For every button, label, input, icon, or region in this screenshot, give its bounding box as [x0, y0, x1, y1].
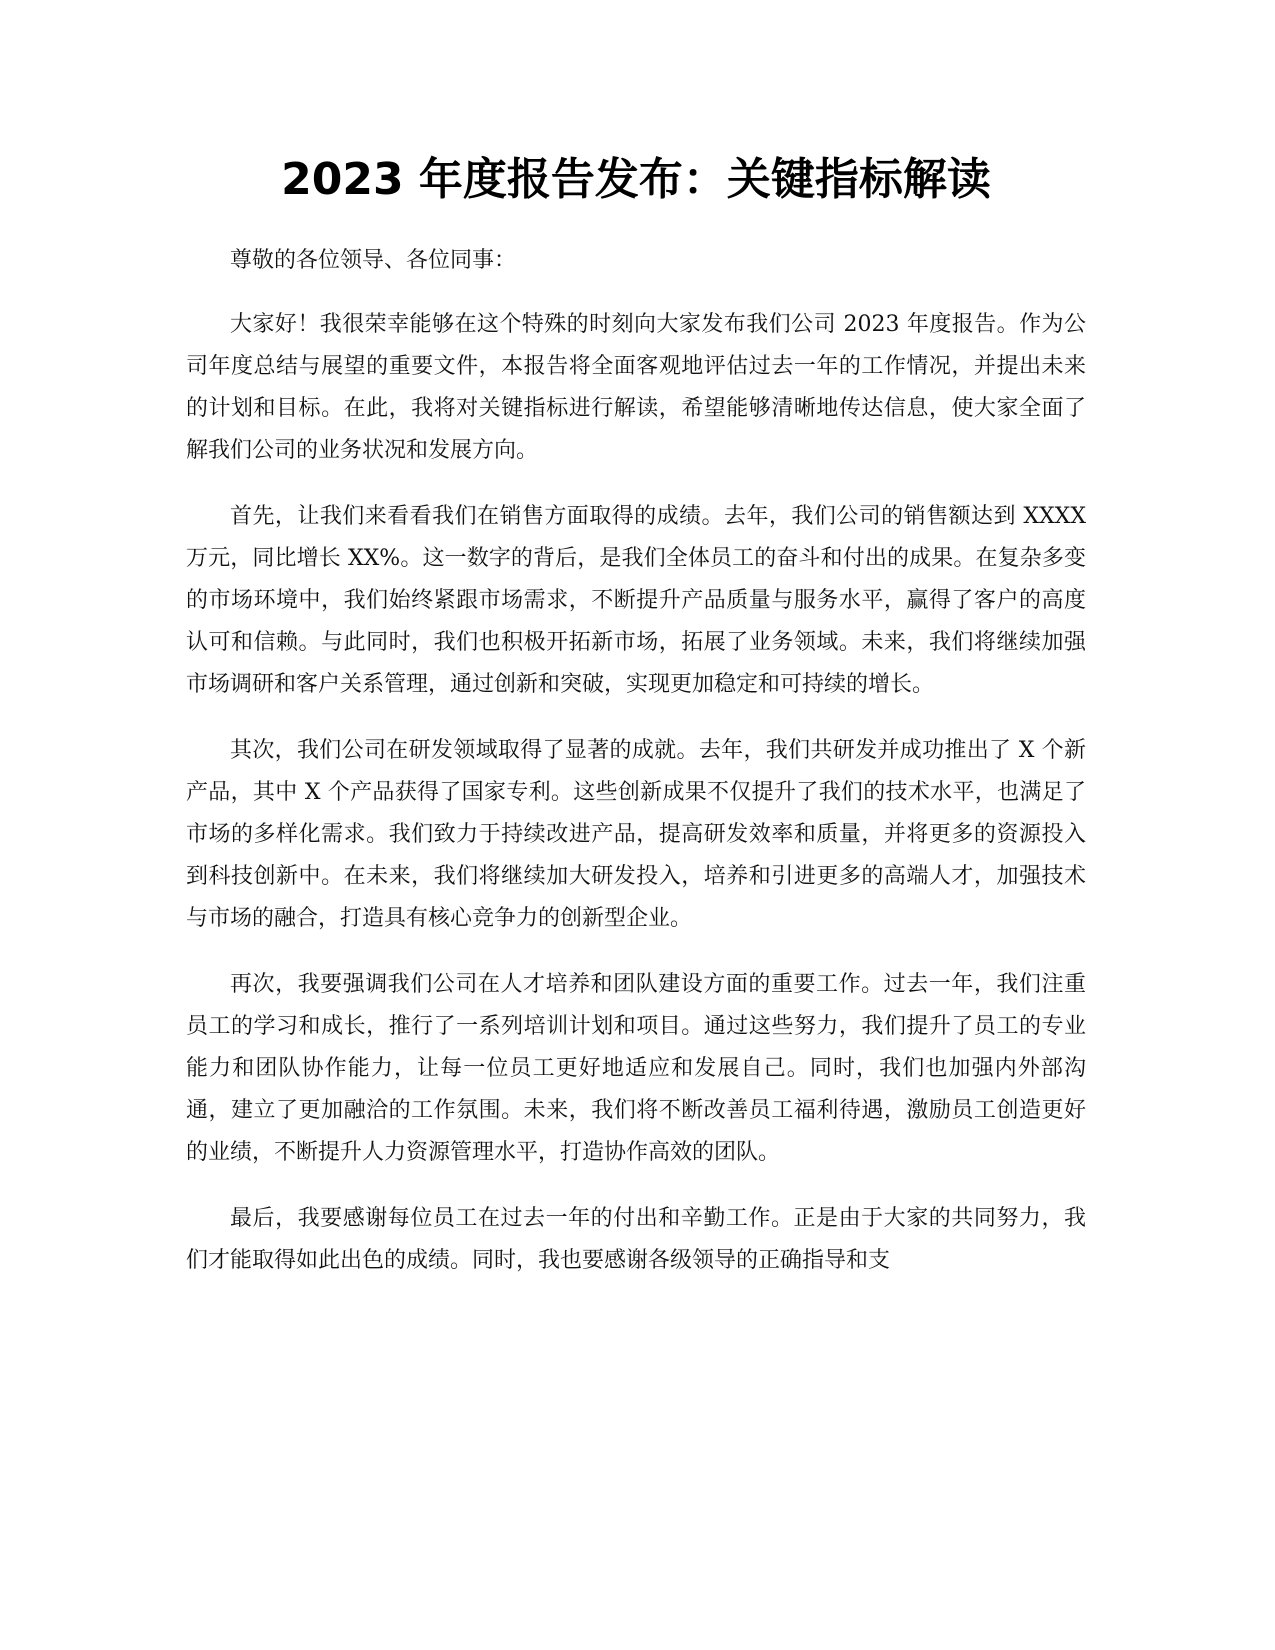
- document-title: 2023 年度报告发布：关键指标解读: [281, 154, 991, 205]
- document-body: [186, 240, 1086, 1306]
- paragraph-intro: 大家好！我很荣幸能够在这个特殊的时刻向大家发布我们公司 2023 年度报告。作为公司年度总结与展望的重要文件，本报告将全面客观地评估过去一年的工作情况，并提出未来的计划和目标。在此，我将对关键指标进行解读，希望能够清晰地传达信息，使大家全面了解我们公司的业务状况和发展方向。: [186, 312, 1086, 463]
- paragraph-research: 其次，我们公司在研发领域取得了显著的成就。去年，我们共研发并成功推出了 X 个新产品，其中 X 个产品获得了国家专利。这些创新成果不仅提升了我们的技术水平，也满足了市场的多样化需求。我们致力于持续改进产品，提高研发效率和质量，并将更多的资源投入到科技创新中。在未来，我们将继续加大研发投入，培养和引进更多的高端人才，加强技术与市场的融合，打造具有核心竞争力的创新型企业。: [186, 738, 1086, 931]
- paragraph-thanks: 最后，我要感谢每位员工在过去一年的付出和辛勤工作。正是由于大家的共同努力，我们才能取得如此出色的成绩。同时，我也要感谢各级领导的正确指导和支: [186, 1206, 1086, 1273]
- salutation: 尊敬的各位领导、各位同事：: [230, 248, 517, 273]
- paragraph-talent: 再次，我要强调我们公司在人才培养和团队建设方面的重要工作。过去一年，我们注重员工的学习和成长，推行了一系列培训计划和项目。通过这些努力，我们提升了员工的专业能力和团队协作能力，让每一位员工更好地适应和发展自己。同时，我们也加强内外部沟通，建立了更加融洽的工作氛围。未来，我们将不断改善员工福利待遇，激励员工创造更好的业绩，不断提升人力资源管理水平，打造协作高效的团队。: [186, 972, 1086, 1165]
- paragraph-sales: 首先，让我们来看看我们在销售方面取得的成绩。去年，我们公司的销售额达到 XXXX 万元，同比增长 XX%。这一数字的背后，是我们全体员工的奋斗和付出的成果。在复杂多变的市场环境中，我们始终紧跟市场需求，不断提升产品质量与服务水平，赢得了客户的高度认可和信赖。与此同时，我们也积极开拓新市场，拓展了业务领域。未来，我们将继续加强市场调研和客户关系管理，通过创新和突破，实现更加稳定和可持续的增长。: [186, 504, 1086, 697]
